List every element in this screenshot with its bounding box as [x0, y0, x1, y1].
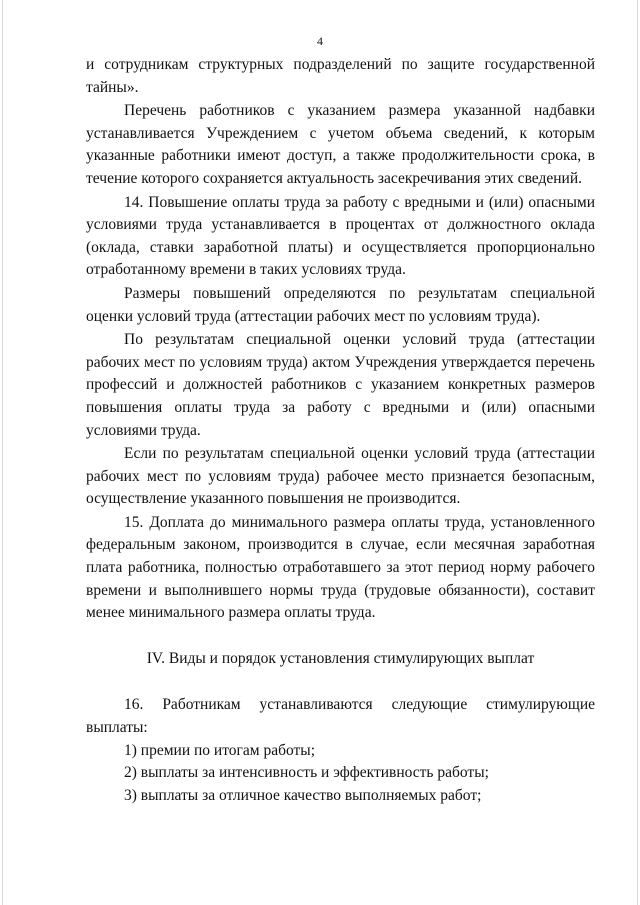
paragraph-clause-14: 14. Повышение оплаты труда за работу с вредными и (или) опасными условиями труда устанавливается в процентах от должностного оклада (оклада, ставки заработной платы) и осуществляется пропорционально отработанному времени в таких условиях труда. [86, 193, 595, 279]
section-heading: IV. Виды и порядок установления стимулирующих выплат [146, 649, 535, 667]
scan-edge-left [2, 0, 3, 905]
paragraph-clause-16: 16. Работникам устанавливаются следующие стимулирующие выплаты: [86, 696, 595, 737]
list-item: 1) премии по итогам работы; [124, 741, 315, 759]
paragraph-clause-15: 15. Доплата до минимального размера оплаты труда, установленного федеральным законом, производится в случае, если месячная заработная плата работника, полностью отработавшего за этот период норму рабочего времени и выполнившего нормы труда (трудовые обязанности), составит менее минимального размера оплаты труда. [86, 513, 595, 622]
page-number: 4 [317, 34, 323, 48]
document-body [86, 54, 595, 807]
paragraph-continuation: и сотрудникам структурных подразделений по защите государственной тайны». [86, 56, 595, 96]
scan-edge-right [637, 0, 638, 905]
paragraph-allowance-list: Перечень работников с указанием размера указанной надбавки устанавливается Учреждением с учетом объема сведений, к которым указанные работники имеют доступ, а также продолжительности срока, в течение которого сохраняется актуальность засекречивания этих сведений. [86, 102, 595, 187]
paragraph-assessment-results: По результатам специальной оценки условий труда (аттестации рабочих мест по условиям труда) актом Учреждения утверждается перечень профессий и должностей работников с указанием конкретных размеров повышения оплаты труда за работу с вредными и (или) опасными условиями труда. [86, 331, 595, 439]
paragraph-increase-sizes: Размеры повышений определяются по результатам специальной оценки условий труда (аттестации рабочих мест по условиям труда). [86, 284, 595, 325]
list-item: 2) выплаты за интенсивность и эффективность работы; [124, 764, 489, 782]
paragraph-safe-workplace: Если по результатам специальной оценки условий труда (аттестации рабочих мест по условиям труда) рабочее место признается безопасным, осуществление указанного повышения не производится. [86, 445, 595, 508]
list-item: 3) выплаты за отличное качество выполняемых работ; [124, 786, 482, 804]
